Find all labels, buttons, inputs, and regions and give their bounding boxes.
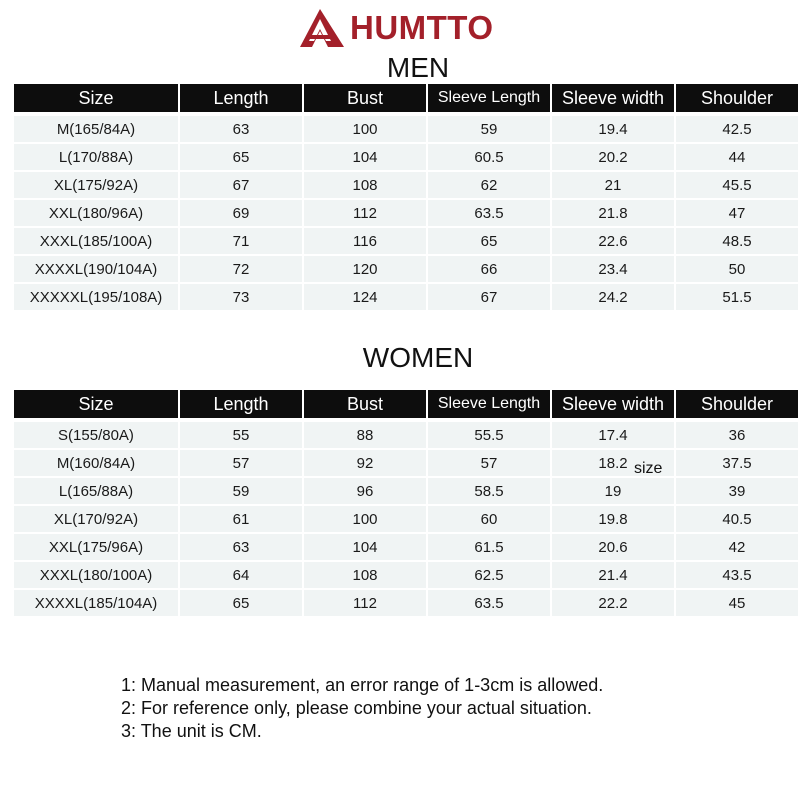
- measurement-cell: 66: [428, 256, 550, 284]
- men-size-table: [12, 84, 800, 312]
- measurement-cell: 59: [180, 478, 302, 506]
- measurement-cell: 71: [180, 228, 302, 256]
- column-header: Sleeve width: [552, 84, 674, 116]
- measurement-cell: 104: [304, 144, 426, 172]
- measurement-cell: 58.5: [428, 478, 550, 506]
- women-table-body: [14, 422, 798, 618]
- measurement-cell: 57: [180, 450, 302, 478]
- note-2: 2: For reference only, please combine your actual situation.: [121, 698, 592, 718]
- measurement-cell: 42.5: [676, 116, 798, 144]
- measurement-cell: 63.5: [428, 200, 550, 228]
- measurement-cell: 50: [676, 256, 798, 284]
- table-row: [14, 450, 798, 478]
- size-cell: XXXXL(190/104A): [14, 256, 178, 284]
- table-row: [14, 284, 798, 312]
- size-cell: XXXL(185/100A): [14, 228, 178, 256]
- men-header-row: [14, 84, 798, 116]
- measurement-cell: 60: [428, 506, 550, 534]
- measurement-cell: 63.5: [428, 590, 550, 618]
- size-cell: XXXXXL(195/108A): [14, 284, 178, 312]
- table-row: [14, 256, 798, 284]
- measurement-cell: 100: [304, 116, 426, 144]
- measurement-cell: 24.2: [552, 284, 674, 312]
- size-cell: M(165/84A): [14, 116, 178, 144]
- table-row: [14, 478, 798, 506]
- measurement-cell: 45: [676, 590, 798, 618]
- note-1: 1: Manual measurement, an error range of 1-3cm is allowed.: [121, 675, 604, 695]
- measurement-cell: 63: [180, 116, 302, 144]
- measurement-cell: 43.5: [676, 562, 798, 590]
- men-title: MEN: [386, 52, 450, 83]
- size-cell: XL(170/92A): [14, 506, 178, 534]
- table-row: [14, 228, 798, 256]
- column-header: Sleeve Length: [428, 84, 550, 116]
- measurement-cell: 108: [304, 172, 426, 200]
- table-row: [14, 172, 798, 200]
- measurement-cell: 100: [304, 506, 426, 534]
- measurement-cell: 48.5: [676, 228, 798, 256]
- measurement-cell: 57: [428, 450, 550, 478]
- women-title: WOMEN: [362, 342, 474, 373]
- measurement-cell: 23.4: [552, 256, 674, 284]
- measurement-cell: 60.5: [428, 144, 550, 172]
- measurement-cell: 124: [304, 284, 426, 312]
- measurement-cell: 65: [428, 228, 550, 256]
- size-cell: XL(175/92A): [14, 172, 178, 200]
- measurement-cell: 21: [552, 172, 674, 200]
- column-header: Length: [180, 84, 302, 116]
- table-row: [14, 116, 798, 144]
- table-row: [14, 562, 798, 590]
- column-header: Sleeve width: [552, 390, 674, 422]
- measurement-cell: 39: [676, 478, 798, 506]
- measurement-cell: 67: [180, 172, 302, 200]
- measurement-cell: 20.2: [552, 144, 674, 172]
- measurement-cell: 62: [428, 172, 550, 200]
- measurement-cell: 21.8: [552, 200, 674, 228]
- notes: [121, 674, 603, 743]
- size-cell: XXL(175/96A): [14, 534, 178, 562]
- men-table-body: [14, 116, 798, 312]
- measurement-cell: 65: [180, 144, 302, 172]
- measurement-cell: 61.5: [428, 534, 550, 562]
- column-header: Shoulder: [676, 84, 798, 116]
- measurement-cell: 120: [304, 256, 426, 284]
- measurement-cell: 22.6: [552, 228, 674, 256]
- table-row: [14, 144, 798, 172]
- measurement-cell: 20.6: [552, 534, 674, 562]
- measurement-cell: 22.2: [552, 590, 674, 618]
- measurement-cell: 104: [304, 534, 426, 562]
- measurement-cell: 55.5: [428, 422, 550, 450]
- table-row: [14, 506, 798, 534]
- brand-name: HUMTTO: [350, 9, 494, 46]
- column-header: Bust: [304, 84, 426, 116]
- table-row: [14, 200, 798, 228]
- measurement-cell: 64: [180, 562, 302, 590]
- column-header: Shoulder: [676, 390, 798, 422]
- measurement-cell: 96: [304, 478, 426, 506]
- measurement-cell: 108: [304, 562, 426, 590]
- measurement-cell: 18.2: [552, 450, 674, 478]
- table-row: [14, 590, 798, 618]
- column-header: Size: [14, 390, 178, 422]
- note-3: 3: The unit is CM.: [121, 721, 262, 741]
- measurement-cell: 73: [180, 284, 302, 312]
- table-row: [14, 534, 798, 562]
- measurement-cell: 44: [676, 144, 798, 172]
- size-cell: M(160/84A): [14, 450, 178, 478]
- measurement-cell: 59: [428, 116, 550, 144]
- measurement-cell: 65: [180, 590, 302, 618]
- mountain-logo-icon: [298, 7, 346, 49]
- measurement-cell: 37.5: [676, 450, 798, 478]
- measurement-cell: 92: [304, 450, 426, 478]
- measurement-cell: 62.5: [428, 562, 550, 590]
- size-cell: XXL(180/96A): [14, 200, 178, 228]
- measurement-cell: 17.4: [552, 422, 674, 450]
- measurement-cell: 47: [676, 200, 798, 228]
- size-cell: L(165/88A): [14, 478, 178, 506]
- measurement-cell: 40.5: [676, 506, 798, 534]
- measurement-cell: 67: [428, 284, 550, 312]
- measurement-cell: 72: [180, 256, 302, 284]
- table-row: [14, 422, 798, 450]
- measurement-cell: 88: [304, 422, 426, 450]
- measurement-cell: 19.4: [552, 116, 674, 144]
- measurement-cell: 61: [180, 506, 302, 534]
- measurement-cell: 69: [180, 200, 302, 228]
- column-header: Bust: [304, 390, 426, 422]
- measurement-cell: 63: [180, 534, 302, 562]
- measurement-cell: 36: [676, 422, 798, 450]
- women-size-table: [12, 390, 800, 618]
- measurement-cell: 19: [552, 478, 674, 506]
- size-cell: XXXL(180/100A): [14, 562, 178, 590]
- measurement-cell: 55: [180, 422, 302, 450]
- measurement-cell: 112: [304, 200, 426, 228]
- size-cell: XXXXL(185/104A): [14, 590, 178, 618]
- column-header: Length: [180, 390, 302, 422]
- measurement-cell: 42: [676, 534, 798, 562]
- size-cell: L(170/88A): [14, 144, 178, 172]
- measurement-cell: 45.5: [676, 172, 798, 200]
- measurement-cell: 21.4: [552, 562, 674, 590]
- measurement-cell: 112: [304, 590, 426, 618]
- women-header-row: [14, 390, 798, 422]
- measurement-cell: 19.8: [552, 506, 674, 534]
- column-header: Size: [14, 84, 178, 116]
- column-header: Sleeve Length: [428, 390, 550, 422]
- measurement-cell: 116: [304, 228, 426, 256]
- size-cell: S(155/80A): [14, 422, 178, 450]
- measurement-cell: 51.5: [676, 284, 798, 312]
- brand-logo: [298, 6, 518, 50]
- stray-size-label: size: [634, 460, 663, 477]
